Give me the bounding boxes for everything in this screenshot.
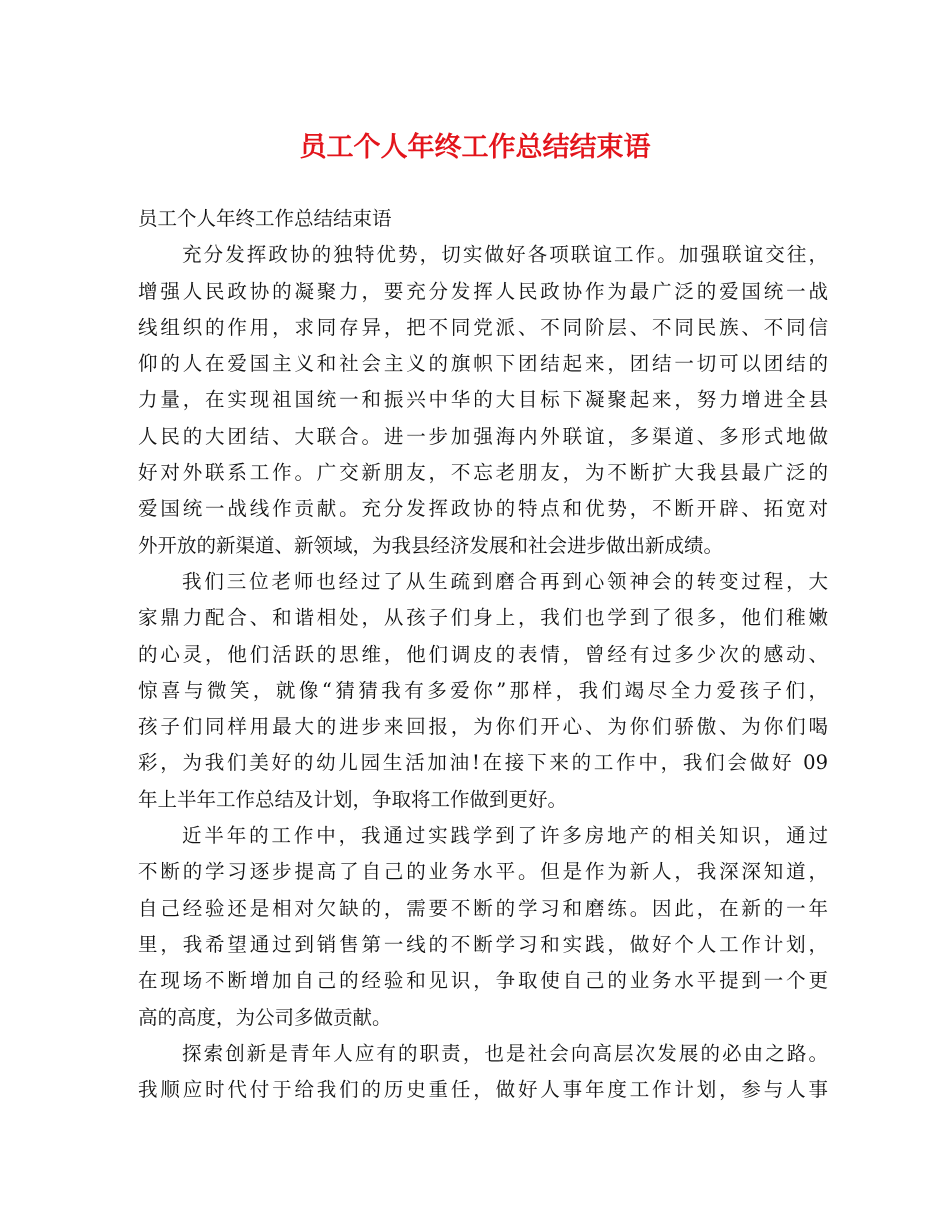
paragraph-line: 的心灵，他们活跃的思维，他们调皮的表情，曾经有过多少次的感动、	[138, 642, 828, 666]
paragraph-line: 里，我希望通过到销售第一线的不断学习和实践，做好个人工作计划，	[138, 932, 828, 956]
paragraph-line: 探索创新是青年人应有的职责，也是社会向高层次发展的必由之路。	[182, 1041, 828, 1065]
paragraph-line: 孩子们同样用最大的进步来回报，为你们开心、为你们骄傲、为你们喝	[138, 715, 828, 739]
paragraph-line: 充分发挥政协的独特优势，切实做好各项联谊工作。加强联谊交往，	[182, 243, 828, 267]
document-body	[138, 201, 828, 1108]
paragraph-3	[138, 818, 828, 1036]
paragraph-line: 彩，为我们美好的幼儿园生活加油!在接下来的工作中，我们会做好 09	[138, 751, 828, 775]
paragraph-line: 家鼎力配合、和谐相处，从孩子们身上，我们也学到了很多，他们稚嫩	[138, 606, 828, 630]
paragraph-line: 增强人民政协的凝聚力，要充分发挥人民政协作为最广泛的爱国统一战	[138, 279, 828, 303]
paragraph-line: 仰的人在爱国主义和社会主义的旗帜下团结起来，团结一切可以团结的	[138, 352, 828, 376]
paragraph-line: 爱国统一战线作贡献。充分发挥政协的特点和优势，不断开辟、拓宽对	[138, 497, 828, 521]
paragraph-line: 自己经验还是相对欠缺的，需要不断的学习和磨练。因此，在新的一年	[138, 896, 828, 920]
paragraph-1	[138, 237, 828, 564]
paragraph-line: 我顺应时代付于给我们的历史重任，做好人事年度工作计划，参与人事	[138, 1078, 828, 1102]
paragraph-line: 年上半年工作总结及计划，争取将工作做到更好。	[138, 787, 568, 811]
paragraph-line: 我们三位老师也经过了从生疏到磨合再到心领神会的转变过程，大	[182, 569, 828, 593]
paragraph-2	[138, 564, 828, 818]
paragraph-line: 近半年的工作中，我通过实践学到了许多房地产的相关知识，通过	[182, 824, 828, 848]
paragraph-line: 力量，在实现祖国统一和振兴中华的大目标下凝聚起来，努力增进全县	[138, 388, 828, 412]
paragraph-line: 外开放的新渠道、新领域，为我县经济发展和社会进步做出新成绩。	[138, 533, 724, 557]
document-subtitle: 员工个人年终工作总结结束语	[138, 207, 392, 230]
paragraph-line: 线组织的作用，求同存异，把不同党派、不同阶层、不同民族、不同信	[138, 315, 828, 339]
paragraph-line: 在现场不断增加自己的经验和见识，争取使自己的业务水平提到一个更	[138, 969, 828, 993]
paragraph-line: 惊喜与微笑，就像“猜猜我有多爱你”那样，我们竭尽全力爱孩子们，	[138, 678, 828, 702]
paragraph-line: 人民的大团结、大联合。进一步加强海内外联谊，多渠道、多形式地做	[138, 424, 828, 448]
paragraph-4	[138, 1036, 828, 1109]
paragraph-line: 高的高度，为公司多做贡献。	[138, 1005, 392, 1029]
paragraph-line: 不断的学习逐步提高了自己的业务水平。但是作为新人，我深深知道，	[138, 860, 828, 884]
paragraph-line: 好对外联系工作。广交新朋友，不忘老朋友，为不断扩大我县最广泛的	[138, 461, 828, 485]
document-title: 员工个人年终工作总结结束语	[299, 132, 651, 163]
